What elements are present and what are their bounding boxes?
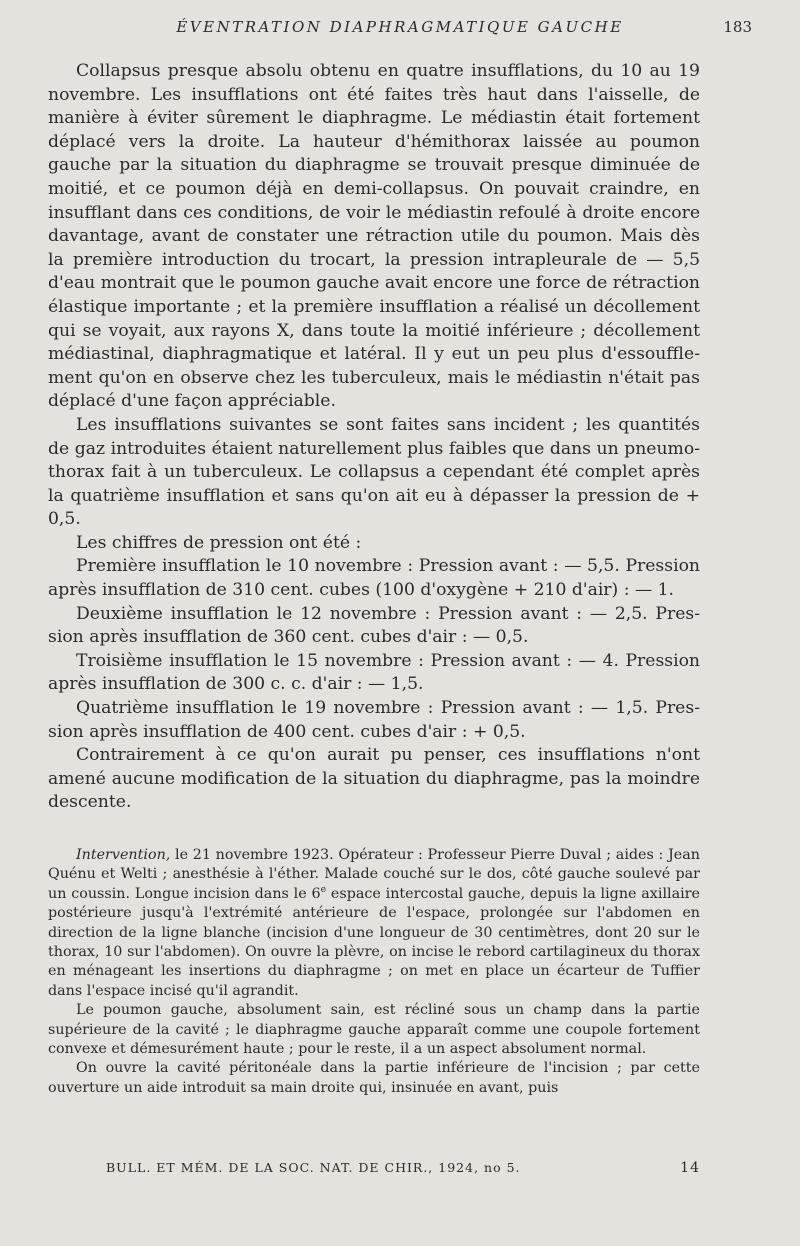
page-number: 183 (723, 18, 752, 36)
intervention-label: Intervention, (76, 847, 171, 863)
intervention-text-part: espace intercostal gauche, depuis la ligne axillaire postérieure jusqu'à l'extrémité antérieure de l'espace, prolongée sur l'abdomen en direction de la ligne blanche (incision d'une longueur de 30 centimètres, dont 20 sur le thorax, 10 sur l'abdomen). On ouvre la plèvre, on incise le rebord cartilagineux du thorax en ménageant les insertions du diaphragme ; on met en place un écarteur de Tuffier dans l'espace incisé qu'il agrandit. (48, 885, 700, 999)
paragraph: Quatrième insufflation le 19 novembre : Pression avant : — 1,5. Pression après insufflation de 400 cent. cubes d'air : + 0,5. (48, 698, 700, 742)
paragraph: Contrairement à ce qu'on aurait pu penser, ces insufflations n'ont amené aucune modification de la situation du diaphragme, pas la moindre descente. (48, 745, 700, 813)
intervention-text (48, 846, 700, 1098)
page-footer (106, 1160, 700, 1180)
paragraph: Les insufflations suivantes se sont faites sans incident ; les quantités de gaz introduites étaient naturellement plus faibles que dans un pneumothorax fait à un tuberculeux. Le collapsus a cependant été complet après la quatrième insufflation et sans qu'on ait eu à dépasser la pression de + 0,5. (48, 414, 700, 530)
paragraph: Collapsus presque absolu obtenu en quatre insufflations, du 10 au 19 novembre. Les insufflations ont été faites très haut dans l'aisselle, de manière à éviter sûrement le diaphragme. Le médiastin était fortement déplacé vers la droite. La hauteur d'hémithorax laissée au poumon gauche par la situation du diaphragme se trouvait presque diminuée de moitié, et ce poumon déjà en demi-collapsus. On pouvait craindre, en insufflant dans ces conditions, de voir le médiastin refoulé à droite encore davantage, avant de constater une rétraction utile du poumon. Mais dès la première introduction du trocart, la pression intrapleurale de — 5,5 d'eau montrait que le poumon gauche avait encore une force de rétraction élastique importante ; et la première insufflation a réalisé un décollement qui se voyait, aux rayons X, dans toute la moitié inférieure ; décollement médiastinal, diaphragmatique et latéral. Il y eut un peu plus d'essoufflement qu'on en observe chez les tuberculeux, mais le médiastin n'était pas déplacé d'une façon appréciable. (48, 61, 700, 412)
running-header (48, 18, 752, 44)
paragraph: On ouvre la cavité péritonéale dans la partie inférieure de l'incision ; par cette ouverture un aide introduit sa main droite qui, insinuée en avant, puis (48, 1060, 700, 1096)
paragraph: Première insufflation le 10 novembre : Pression avant : — 5,5. Pression après insufflation de 310 cent. cubes (100 d'oxygène + 210 d'air) : — 1. (48, 556, 700, 601)
main-text (48, 60, 700, 815)
paragraph: Le poumon gauche, absolument sain, est récliné sous un champ dans la partie supérieure de la cavité ; le diaphragme gauche apparaît comme une coupole fortement convexe et démesurément haute ; pour le reste, il a un aspect absolument normal. (48, 1002, 700, 1058)
paragraph: Les chiffres de pression ont été : (76, 532, 362, 553)
intervention-paragraph (48, 846, 700, 1001)
sheet-number: 14 (680, 1160, 700, 1176)
journal-reference: BULL. ET MÉM. DE LA SOC. NAT. DE CHIR., 1924, no 5. (106, 1160, 521, 1175)
superscript: e (320, 884, 327, 896)
paragraph: Troisième insufflation le 15 novembre : Pression avant : — 4. Pression après insufflation de 300 c. c. d'air : — 1,5. (48, 650, 700, 695)
paragraph: Deuxième insufflation le 12 novembre : Pression avant : — 2,5. Pression après insufflation de 360 cent. cubes d'air : — 0,5. (48, 603, 700, 648)
running-title: ÉVENTRATION DIAPHRAGMATIQUE GAUCHE (176, 18, 624, 36)
intervention-text-part: le 21 novembre 1923. Opérateur : Professeur Pierre Duval ; aides : Jean Quénu et Welti ; anesthésie à l'éther. Malade couché sur le dos, côté gauche soulevé par un coussin. Longue incision dans le 6 (48, 847, 700, 902)
